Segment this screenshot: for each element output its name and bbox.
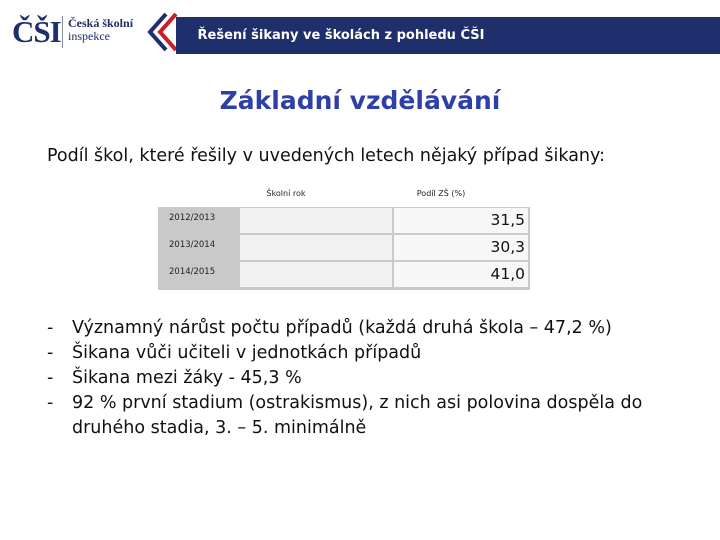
slide-subtitle: Podíl škol, které řešily v uvedených letech nějaký případ šikany: [47,146,606,166]
logo-line-2: inspekce [68,29,110,43]
table-cell-empty [240,208,392,233]
logo-divider [62,16,63,48]
table-cell-empty [240,262,392,287]
bullet-text: Šikana vůči učiteli v jednotkách případů [72,343,422,363]
logo-line-1: Česká školní [68,16,134,30]
list-item [47,316,687,341]
bullet-dash: - [47,393,54,413]
table-header-year: Školní rok [266,189,306,198]
table-row [158,234,530,261]
list-item [47,391,687,441]
bullet-text: 92 % první stadium (ostrakismus), z nich asi polovina dospěla do druhého stadia, 3. – 5. minimálně [72,393,643,438]
csi-logo: ČŠI [12,14,61,49]
table-cell-year: 2013/2014 [158,234,240,261]
table-cell-value: 31,5 [394,208,528,233]
table-cell-year: 2014/2015 [158,261,240,288]
header-bar [176,17,720,54]
logo-wordmark [68,17,133,43]
chevron-decoration-icon [136,10,180,54]
slide-title: Základní vzdělávání [219,86,501,115]
list-item [47,366,687,391]
table-cell-year: 2012/2013 [158,207,240,234]
bullet-text: Šikana mezi žáky - 45,3 % [72,368,302,388]
header-title: Řešení šikany ve školách z pohledu ČŠI [197,28,485,43]
bullet-dash: - [47,368,54,388]
list-item [47,341,687,366]
bullet-text: Významný nárůst počtu případů (každá druhá škola – 47,2 %) [72,318,612,338]
table-row [158,207,530,234]
bullet-list [47,316,687,441]
bullet-dash: - [47,343,54,363]
table-row [158,261,530,288]
table-cell-empty [240,235,392,260]
table-cell-value: 41,0 [394,262,528,287]
data-table [158,180,530,290]
slide-header [0,0,720,70]
table-cell-value: 30,3 [394,235,528,260]
bullet-dash: - [47,318,54,338]
table-header-share: Podíl ZŠ (%) [416,189,466,198]
